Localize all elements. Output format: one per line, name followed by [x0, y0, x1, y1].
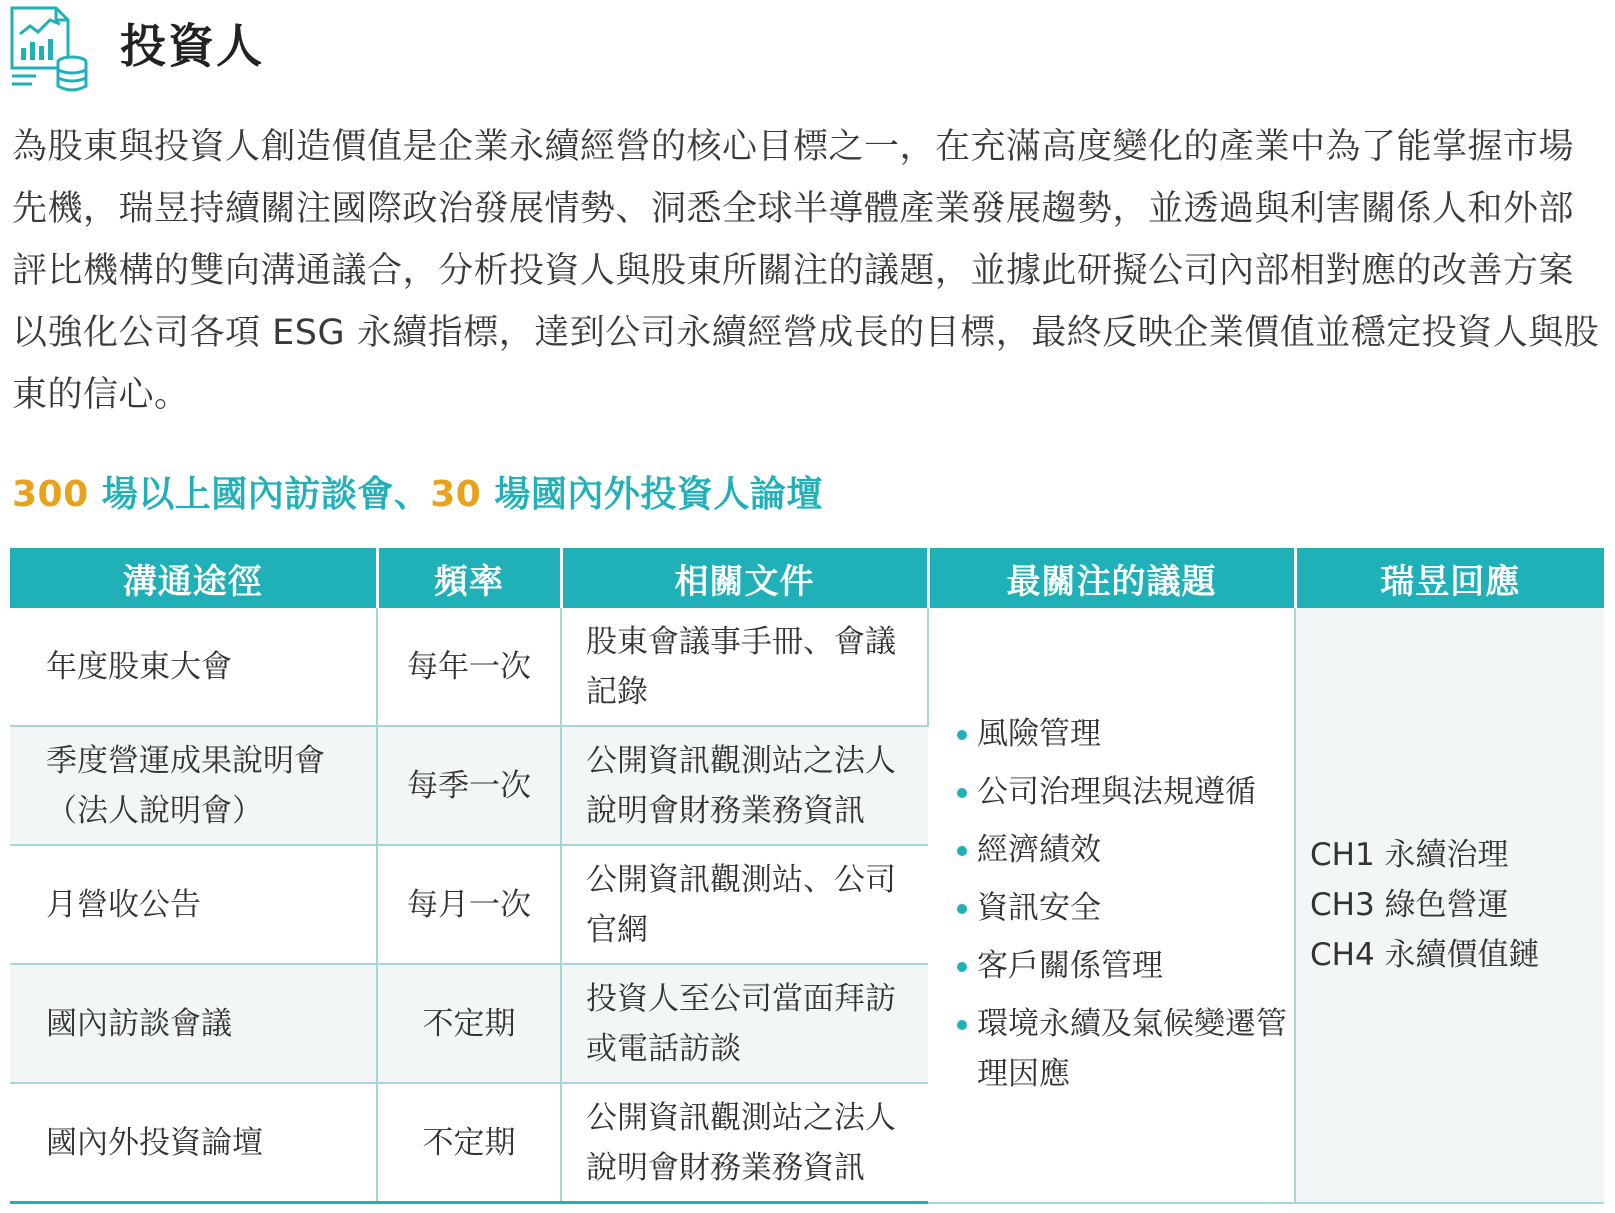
- communication-table: [10, 548, 1604, 1204]
- response-item: CH4 永續價值鏈: [1310, 936, 1540, 973]
- interview-label: 場以上國內訪談會、: [88, 474, 431, 515]
- frequency-cell: 不定期: [377, 1083, 561, 1203]
- header-issues: 最關注的議題: [928, 548, 1295, 608]
- investor-chart-coins-icon: [8, 6, 92, 94]
- issue-label: 風險管理: [977, 715, 1101, 752]
- issue-label: 資訊安全: [977, 889, 1101, 926]
- table-row: [10, 608, 1604, 726]
- issue-label: 客戶關係管理: [977, 947, 1163, 984]
- channel-cell: 月營收公告: [10, 845, 377, 964]
- response-item: CH1 永續治理: [1310, 836, 1509, 873]
- intro-paragraph: 為股東與投資人創造價值是企業永續經營的核心目標之一，在充滿高度變化的產業中為了能掌握市場先機，瑞昱持續關注國際政治發展情勢、洞悉全球半導體產業發展趨勢，並透過與利害關係人和外部評比機構的雙向溝通議合，分析投資人與股東所關注的議題，並據此研擬公司內部相對應的改善方案以強化公司各項 ESG 永續指標，達到公司永續經營成長的目標，最終反映企業價值並穩定投資人與股東的信心。: [12, 127, 1600, 415]
- issues-list: [957, 709, 1294, 1099]
- documents-cell: 公開資訊觀測站之法人說明會財務業務資訊: [561, 1083, 928, 1203]
- issue-label: 經濟績效: [977, 831, 1101, 868]
- page-header: [8, 4, 608, 96]
- header-documents: 相關文件: [561, 548, 928, 608]
- list-item: [957, 767, 1294, 817]
- issues-cell: [928, 608, 1295, 1203]
- list-item: [957, 709, 1294, 759]
- header-channel: 溝通途徑: [10, 548, 377, 608]
- page-title: 投資人: [120, 19, 264, 73]
- channel-cell: 年度股東大會: [10, 608, 377, 726]
- bullet-icon: [957, 962, 967, 972]
- bullet-icon: [957, 1020, 967, 1030]
- list-item: [957, 883, 1294, 933]
- frequency-cell: 不定期: [377, 964, 561, 1083]
- issue-label: 環境永續及氣候變遷管理因應: [977, 1005, 1287, 1092]
- header-response: 瑞昱回應: [1295, 548, 1604, 608]
- channel-cell: 國內外投資論壇: [10, 1083, 377, 1203]
- bullet-icon: [957, 846, 967, 856]
- list-item: [957, 825, 1294, 875]
- bullet-icon: [957, 788, 967, 798]
- frequency-cell: 每年一次: [377, 608, 561, 726]
- forum-count: 30: [430, 474, 482, 515]
- bullet-icon: [957, 904, 967, 914]
- response-cell: [1295, 608, 1604, 1203]
- documents-cell: 公開資訊觀測站、公司官網: [561, 845, 928, 964]
- list-item: [957, 999, 1294, 1099]
- table-header-row: [10, 548, 1604, 608]
- documents-cell: 公開資訊觀測站之法人說明會財務業務資訊: [561, 726, 928, 845]
- channel-cell: 季度營運成果說明會（法人說明會）: [10, 726, 377, 845]
- forum-label: 場國內外投資人論壇: [481, 474, 823, 515]
- channel-cell: 國內訪談會議: [10, 964, 377, 1083]
- issue-label: 公司治理與法規遵循: [977, 773, 1256, 810]
- documents-cell: 投資人至公司當面拜訪或電話訪談: [561, 964, 928, 1083]
- list-item: [957, 941, 1294, 991]
- interview-count: 300: [12, 474, 89, 515]
- frequency-cell: 每季一次: [377, 726, 561, 845]
- highlight-subheading: [12, 470, 823, 520]
- frequency-cell: 每月一次: [377, 845, 561, 964]
- bullet-icon: [957, 730, 967, 740]
- header-frequency: 頻率: [377, 548, 561, 608]
- documents-cell: 股東會議事手冊、會議記錄: [561, 608, 928, 726]
- response-item: CH3 綠色營運: [1310, 886, 1509, 923]
